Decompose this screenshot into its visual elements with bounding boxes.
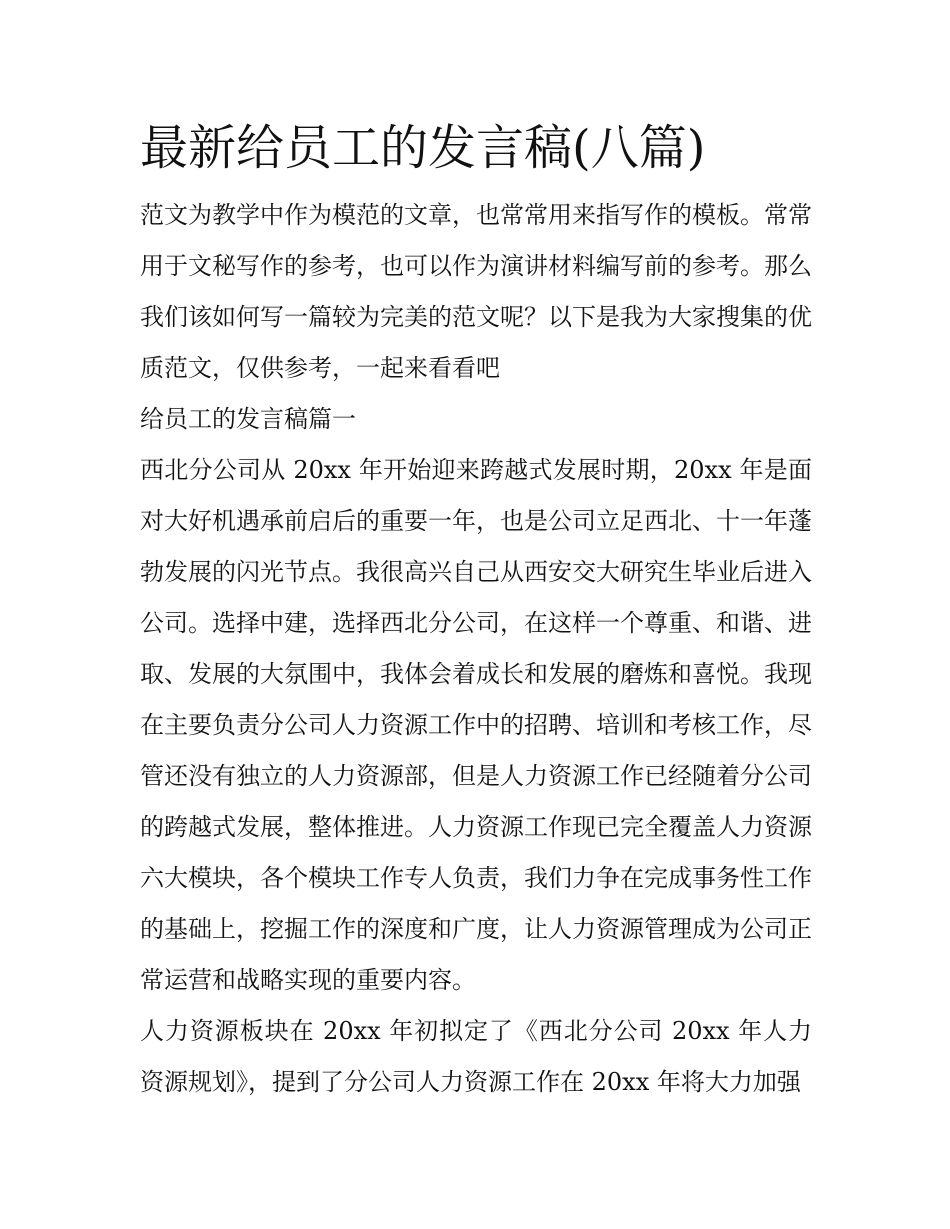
- body-paragraph-2: 人力资源板块在 20xx 年初拟定了《西北分公司 20xx 年人力资源规划》，提到了分公司人力资源工作在 20xx 年将大力加强: [140, 1017, 812, 1096]
- intro-paragraph: 范文为教学中作为模范的文章，也常常用来指写作的模板。常常用于文秘写作的参考，也可以作为演讲材料编写前的参考。那么我们该如何写一篇较为完美的范文呢？以下是我为大家搜集的优质范文，仅供参考，一起来看看吧: [140, 201, 812, 382]
- document-title: 最新给员工的发言稿(八篇): [140, 120, 706, 176]
- document-page: [140, 112, 812, 1108]
- body-paragraph-1: 西北分公司从 20xx 年开始迎来跨越式发展时期，20xx 年是面对大好机遇承前启后的重要一年，也是公司立足西北、十一年蓬勃发展的闪光节点。我很高兴自己从西安交大研究生毕业后进入公司。选择中建，选择西北分公司，在这样一个尊重、和谐、进取、发展的大氛围中，我体会着成长和发展的磨炼和喜悦。我现在主要负责分公司人力资源工作中的招聘、培训和考核工作，尽管还没有独立的人力资源部，但是人力资源工作已经随着分公司的跨越式发展，整体推进。人力资源工作现已完全覆盖人力资源六大模块，各个模块工作专人负责，我们力争在完成事务性工作的基础上，挖掘工作的深度和广度，让人力资源管理成为公司正常运营和战略实现的重要内容。: [140, 456, 812, 994]
- section-heading: 给员工的发言稿篇一: [140, 405, 356, 433]
